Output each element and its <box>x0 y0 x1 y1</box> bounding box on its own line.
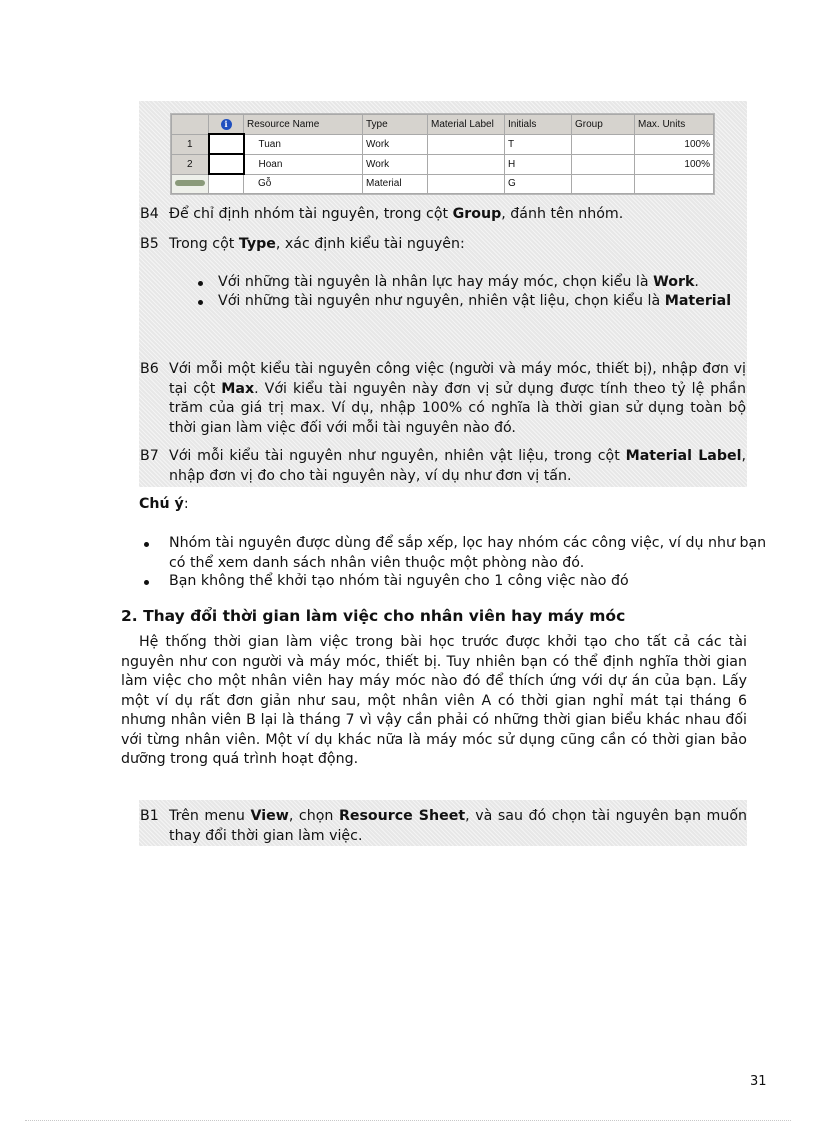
row-number: 1 <box>172 134 209 154</box>
group-cell <box>572 134 635 154</box>
note-item: Bạn không thể khởi tạo nhóm tài nguyên cho 1 công việc nào đó <box>169 573 629 589</box>
resource-sheet-table <box>170 113 715 195</box>
col-header-resource-name: Resource Name <box>244 115 363 135</box>
initials-cell: G <box>505 174 572 194</box>
resource-name-cell: Tuan <box>244 134 363 154</box>
step-b6-post: . Với kiểu tài nguyên này đơn vị sử dụng được tính theo tỷ lệ phần trăm của giá trị max. Ví dụ, nhập 100% có nghĩa là thời gian sử dụng toàn bộ thời gian làm việc đối với mỗi tài nguyên nào đó. <box>169 380 746 436</box>
step-b7-bold: Material Label <box>625 448 742 464</box>
material-label-cell <box>428 134 505 154</box>
b5-bullet-work <box>218 273 746 293</box>
note-title <box>139 495 189 515</box>
step-label-b1: B1 <box>140 808 159 824</box>
resource-name-cell: Gỗ <box>244 174 363 194</box>
bullet-dot <box>144 542 149 547</box>
note-title-bold: Chú ý <box>139 496 184 512</box>
step-b6-bold: Max <box>221 380 255 397</box>
step-b1-bold-resource-sheet: Resource Sheet <box>338 808 466 824</box>
indicator-cell <box>209 134 244 154</box>
section-heading: 2. Thay đổi thời gian làm việc cho nhân viên hay máy móc <box>121 607 626 625</box>
row-number <box>172 174 209 194</box>
step-b5-pre: Trong cột <box>169 236 239 252</box>
step-b5-post: , xác định kiểu tài nguyên: <box>275 236 465 252</box>
bullet-dot <box>198 281 203 286</box>
group-cell <box>572 154 635 174</box>
material-label-cell <box>428 174 505 194</box>
max-units-cell: 100% <box>635 134 714 154</box>
step-b7-text <box>169 447 746 486</box>
indicator-header <box>209 115 244 135</box>
step-b1-mid: , chọn <box>288 808 339 824</box>
initials-cell: H <box>505 154 572 174</box>
step-b4-bold: Group <box>452 206 502 222</box>
step-b1-bold-view: View <box>250 808 289 824</box>
b5-bullet1-post: . <box>694 274 699 290</box>
b5-bullet1-pre: Với những tài nguyên là nhân lực hay máy móc, chọn kiểu là <box>218 274 654 290</box>
step-b4-text <box>169 205 744 225</box>
b5-bullet1-bold: Work <box>653 274 695 290</box>
col-header-type: Type <box>363 115 428 135</box>
bullet-dot <box>144 580 149 585</box>
step-b4-pre: Để chỉ định nhóm tài nguyên, trong cột <box>169 206 453 222</box>
step-label-b6: B6 <box>140 361 159 377</box>
step-label-b4: B4 <box>140 206 159 222</box>
step-b1-text <box>169 807 747 846</box>
type-cell: Work <box>363 134 428 154</box>
resource-name-cell: Hoan <box>244 154 363 174</box>
material-label-cell <box>428 154 505 174</box>
initials-cell: T <box>505 134 572 154</box>
type-cell: Material <box>363 174 428 194</box>
table-row <box>172 134 714 154</box>
step-b5-text <box>169 235 744 255</box>
step-b6-pre: Với mỗi một kiểu tài nguyên công việc (người và máy móc, thiết bị), nhập đơn vị tại cột <box>169 361 746 397</box>
indicator-cell <box>209 154 244 174</box>
type-cell: Work <box>363 154 428 174</box>
step-label-b5: B5 <box>140 236 159 252</box>
section-paragraph: Hệ thống thời gian làm việc trong bài học trước được khởi tạo cho tất cả các tài nguyên như con người và máy móc, thiết bị. Tuy nhiên bạn có thể định nghĩa thời gian làm việc cho một nhân viên hay máy móc nào đó để thích ứng với dự án của bạn. Lấy một ví dụ rất đơn giản như sau, một nhân viên A có thời gian nghỉ mát tại tháng 6 nhưng nhân viên B lại là tháng 7 vì vậy cần phải có những thời gian biểu khác nhau đối với từng nhân viên. Một ví dụ khác nữa là máy móc sử dụng cũng cần có thời gian bảo dưỡng trong quá trình hoạt động. <box>121 634 747 767</box>
step-b7-pre: Với mỗi kiểu tài nguyên như nguyên, nhiên vật liệu, trong cột <box>169 448 626 464</box>
step-b1-post: , và sau đó chọn tài nguyên bạn muốn thay đổi thời gian làm việc. <box>169 808 748 844</box>
b5-bullet-material <box>218 292 746 312</box>
col-header-group: Group <box>572 115 635 135</box>
step-b4-post: , đánh tên nhóm. <box>501 206 624 222</box>
max-units-cell <box>635 174 714 194</box>
step-b6-text <box>169 360 746 438</box>
page-number: 31 <box>750 1074 767 1089</box>
indicator-cell <box>209 174 244 194</box>
max-units-cell: 100% <box>635 154 714 174</box>
bullet-dot <box>198 300 203 305</box>
edit-pencil-icon <box>175 180 205 186</box>
col-header-initials: Initials <box>505 115 572 135</box>
col-header-max-units: Max. Units <box>635 115 714 135</box>
row-header-corner <box>172 115 209 135</box>
table-row <box>172 174 714 194</box>
b5-bullet2-bold: Material <box>664 293 732 309</box>
group-cell <box>572 174 635 194</box>
step-b5-bold: Type <box>238 236 276 252</box>
note-item: Nhóm tài nguyên được dùng để sắp xếp, lọc hay nhóm các công việc, ví dụ như bạn có thể xem danh sách nhân viên thuộc một phòng nào đó. <box>169 535 767 571</box>
row-number: 2 <box>172 154 209 174</box>
step-b7-post: , nhập đơn vị đo cho tài nguyên này, ví dụ như đơn vị tấn. <box>169 448 746 484</box>
table-row <box>172 154 714 174</box>
info-icon: i <box>221 119 232 130</box>
step-label-b7: B7 <box>140 448 159 464</box>
b5-bullet2-pre: Với những tài nguyên như nguyên, nhiên vật liệu, chọn kiểu là <box>218 293 665 309</box>
note-colon: : <box>183 496 189 512</box>
footer-divider <box>25 1120 791 1121</box>
step-b1-pre: Trên menu <box>169 808 251 824</box>
col-header-material-label: Material Label <box>428 115 505 135</box>
